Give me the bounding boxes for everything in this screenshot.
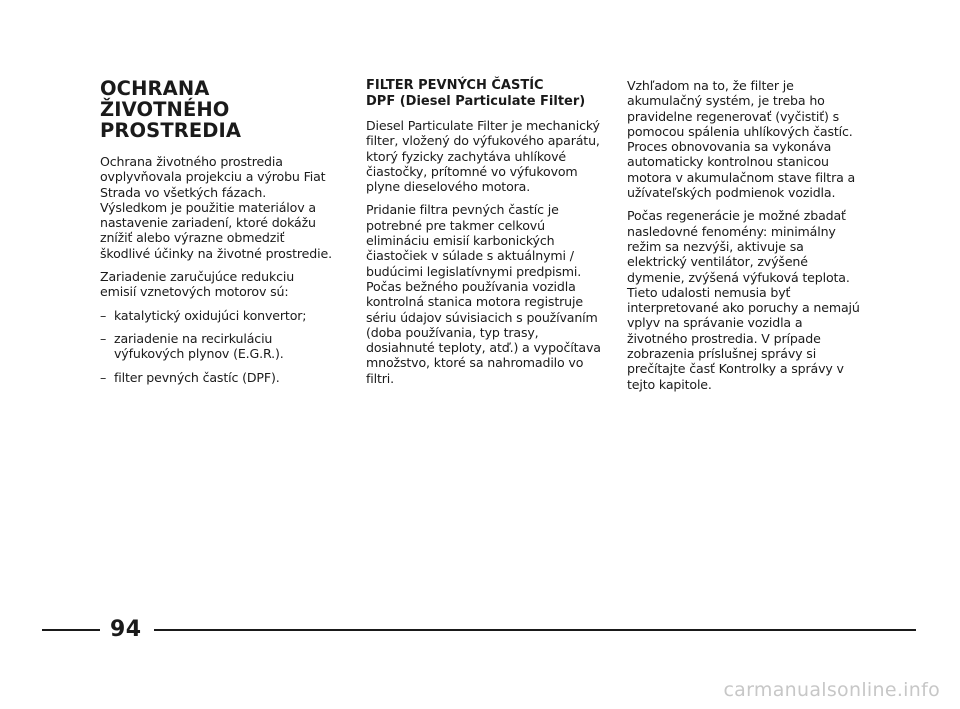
heading-line: OCHRANA [100, 77, 210, 100]
paragraph: Vzhľadom na to, že filter je akumulačný systém, je treba ho pravidelne regenerovať (vyčistiť) s pomocou spálenia uhlíkových častíc. Proces obnovovania sa vykonáva automaticky kontrolnou stanicou motora v akumulačnom stave filtra a užívateľských podmienok vozidla. [627, 78, 856, 201]
list-item [100, 331, 332, 362]
watermark-text: carmanualsonline.info [723, 679, 940, 701]
footer-rule-right [154, 629, 916, 631]
dash-bullet-icon: – [100, 330, 107, 346]
footer-rule-left [42, 629, 100, 631]
paragraph: Pridanie filtra pevných častíc je potrebné pre takmer celkovú elimináciu emisií karbonických čiastočiek v súlade s aktuálnymi / budúcimi legislatívnymi predpismi. Počas bežného používania vozidla kontrolná stanica motora registruje sériu údajov súvisiacich s používaním (doba používania, typ trasy, dosiahnuté teploty, atď.) a vypočítava množstvo, ktoré sa nahromadilo vo filtri. [366, 202, 601, 386]
list-item-text: zariadenie na recirkuláciu výfukových plynov (E.G.R.). [114, 330, 284, 362]
emission-device-list [100, 308, 332, 385]
subsection-heading [366, 78, 602, 110]
list-item [100, 308, 332, 323]
paragraph: Počas regenerácie je možné zbadať nasledovné fenomény: minimálny režim sa nezvýši, aktivuje sa elektrický ventilátor, zvýšené dymenie, zvýšená výfuková teplota. Tieto udalosti nemusia byť interpretované ako poruchy a nemajú vplyv na správanie vozidla a životného prostredia. V prípade zobrazenia príslušnej správy si prečítajte časť Kontrolky a správy v tejto kapitole. [627, 208, 860, 392]
section-heading [100, 78, 332, 141]
column-3 [627, 78, 865, 400]
column-2 [366, 78, 602, 394]
paragraph: Diesel Particulate Filter je mechanický filter, vložený do výfukového aparátu, ktorý fyzicky zachytáva uhlíkové čiastočky, prítomné vo výfukovom plyne dieselového motora. [366, 118, 600, 195]
heading-line: PROSTREDIA [100, 119, 242, 142]
page-number: 94 [110, 617, 142, 642]
column-1 [100, 78, 332, 393]
heading-line: FILTER PEVNÝCH ČASTÍC [366, 78, 544, 93]
paragraph: Ochrana životného prostredia ovplyvňovala projekciu a výrobu Fiat Strada vo všetkých fázach. Výsledkom je použitie materiálov a nastavenie zariadení, ktoré dokážu znížiť alebo výrazne obmedziť škodlivé účinky na životné prostredie. [100, 154, 332, 261]
heading-line: DPF (Diesel Particulate Filter) [366, 94, 586, 109]
dash-bullet-icon: – [100, 369, 107, 385]
page-footer [42, 616, 916, 644]
list-item-text: katalytický oxidujúci konvertor; [114, 307, 307, 323]
dash-bullet-icon: – [100, 307, 107, 323]
list-item-text: filter pevných častíc (DPF). [114, 369, 280, 385]
list-item [100, 370, 332, 385]
paragraph: Zariadenie zaručujúce redukciu emisií vznetových motorov sú: [100, 269, 295, 300]
heading-line: ŽIVOTNÉHO [100, 98, 230, 121]
